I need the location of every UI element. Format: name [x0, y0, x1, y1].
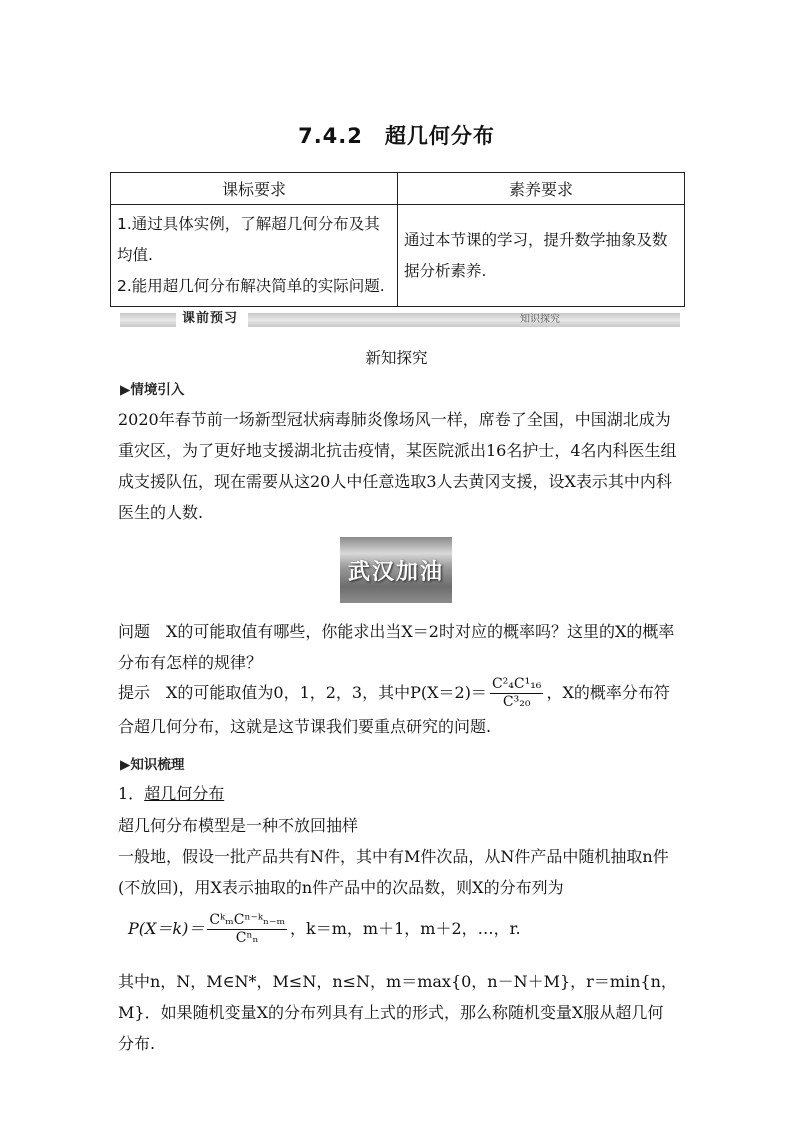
knowledge-tag: ▶知识梳理: [120, 757, 185, 773]
table-header-literacy: 素养要求: [398, 173, 685, 205]
heading-hypergeometric: [118, 778, 678, 809]
curriculum-requirements: [111, 205, 398, 307]
formula-lead: P(X＝k)＝: [128, 919, 205, 938]
formula-fraction: [207, 912, 287, 947]
formula-denominator: Cⁿₙ: [235, 930, 259, 946]
requirement-item: 1.通过具体实例，了解超几何分布及其均值.: [117, 215, 380, 264]
image-caption: 武汉加油: [347, 559, 444, 585]
heading-text: 超几何分布: [144, 784, 225, 803]
hint-lead: 提示 X的可能取值为0，1，2，3，其中P(X＝2)＝: [118, 683, 487, 702]
requirements-table: [110, 172, 685, 307]
page-title: 7.4.2 超几何分布: [298, 124, 495, 148]
question-paragraph: 问题 X的可能取值有哪些，你能求出当X＝2时对应的概率吗？这里的X的概率分布有怎样的规律？: [118, 622, 675, 672]
formula-numerator: CᵏₘCⁿ⁻ᵏₙ₋ₘ: [209, 912, 286, 928]
intro-tag: ▶情境引入: [120, 382, 185, 398]
condition-paragraph: 其中n，N，M∈N*，M≤N，n≤N，m＝max{0，n－N＋M}，r＝min{n，M}．如果随机变量X的分布列具有上式的形式，那么称随机变量X服从超几何分布.: [118, 972, 677, 1053]
hint-tail: ，X的概率分布符合超几何分布，这就是这节课我们要重点研究的问题.: [118, 683, 670, 736]
hint-fraction-numerator: C²₄C¹₁₆: [491, 676, 542, 692]
requirement-item: 2.能用超几何分布解决简单的实际问题.: [117, 277, 385, 295]
model-line: 超几何分布模型是一种不放回抽样: [118, 816, 359, 835]
distribution-formula: [128, 912, 688, 947]
section-bar: [120, 313, 680, 327]
heading-number: 1．: [118, 784, 145, 803]
hint-fraction-denominator: C³₂₀: [502, 694, 531, 710]
formula-tail: ，k＝m，m＋1，m＋2，…，r.: [290, 919, 521, 938]
section-title: 新知探究: [365, 349, 428, 367]
intro-paragraph: 2020年春节前一场新型冠状病毒肺炎像场风一样，席卷了全国，中国湖北成为重灾区，为了更好地支援湖北抗击疫情，某医院派出16名护士，4名内科医生组成支援队伍，现在需要从这20人中任意选取3人去黄冈支援，设X表示其中内科医生的人数.: [118, 410, 677, 522]
hint-fraction: [490, 676, 544, 711]
table-header-curriculum: 课标要求: [111, 173, 398, 205]
section-bar-sublabel: 知识探究: [520, 314, 560, 325]
general-paragraph: 一般地，假设一批产品共有N件，其中有M件次品，从N件产品中随机抽取n件(不放回)，用X表示抽取的n件产品中的次品数，则X的分布列为: [118, 847, 669, 897]
literacy-requirements: 通过本节课的学习，提升数学抽象及数据分析素养.: [398, 205, 685, 307]
wuhan-banner-image: [340, 537, 452, 603]
section-bar-label: 课前预习: [176, 309, 248, 329]
hint-paragraph: [118, 676, 678, 742]
